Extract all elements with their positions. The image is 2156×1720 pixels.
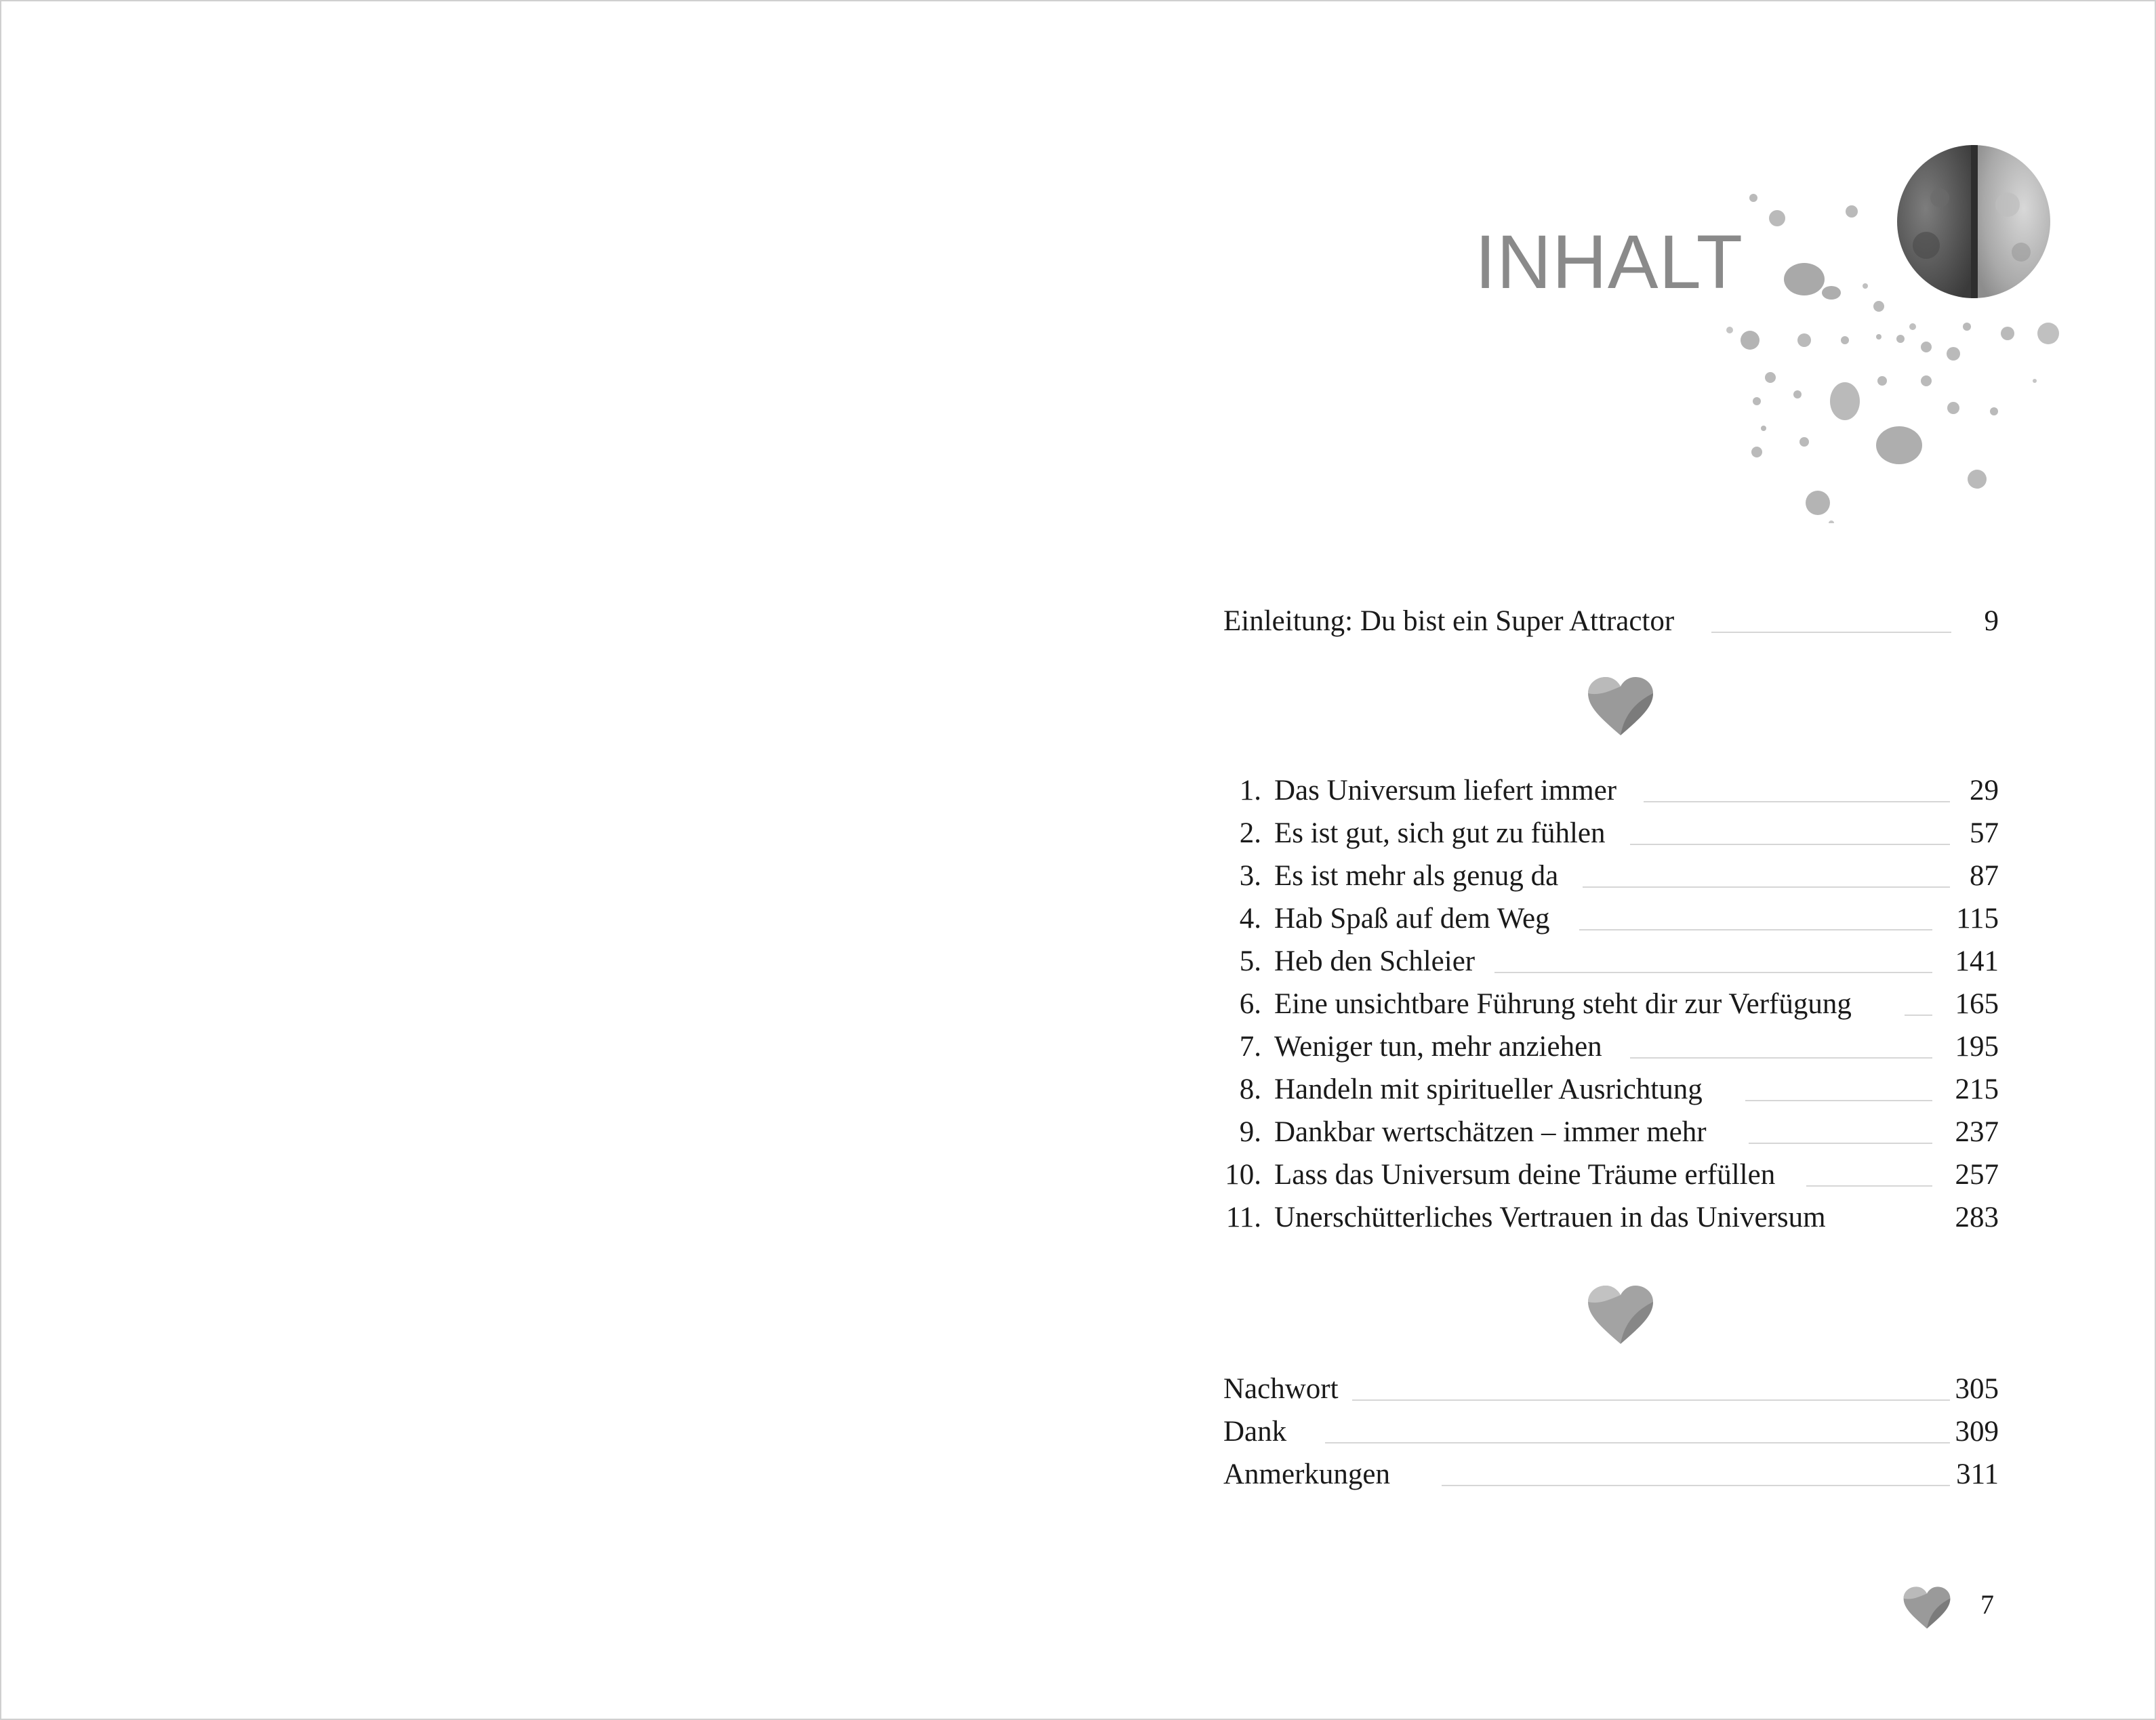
- heart-icon: [1587, 1284, 1654, 1347]
- toc-entry-page: 309: [1955, 1416, 1999, 1448]
- toc-leader: [1494, 972, 1932, 973]
- toc-leader: [1630, 844, 1950, 845]
- chapter-page: 141: [1955, 945, 1999, 977]
- toc-leader: [1583, 886, 1950, 888]
- chapter-number: 8.: [1239, 1073, 1261, 1105]
- chapter-number: 6.: [1239, 988, 1261, 1020]
- chapter-title: Heb den Schleier: [1274, 945, 1476, 977]
- toc-chapter: [1223, 945, 1999, 985]
- toc-chapter: [1223, 1030, 1999, 1071]
- chapter-title: Lass das Universum deine Träume erfüllen: [1274, 1159, 1776, 1191]
- chapter-number: 11.: [1225, 1202, 1261, 1233]
- chapter-number: 4.: [1239, 903, 1261, 935]
- toc-leader: [1711, 632, 1951, 633]
- toc-leader: [1442, 1485, 1950, 1486]
- chapter-title: Eine unsichtbare Führung steht dir zur Verfügung: [1274, 988, 1852, 1020]
- toc-chapter: [1223, 774, 1999, 815]
- toc-leader: [1644, 801, 1950, 802]
- toc-entry-title: Einleitung: Du bist ein Super Attractor: [1223, 605, 1675, 637]
- toc-entry-page: 9: [1984, 605, 1999, 637]
- toc-chapter: [1223, 1158, 1999, 1199]
- chapter-number: 5.: [1239, 945, 1261, 977]
- chapter-page: 215: [1955, 1073, 1999, 1105]
- chapter-title: Unerschütterliches Vertrauen in das Universum: [1274, 1202, 1826, 1233]
- chapter-title: Handeln mit spiritueller Ausrichtung: [1274, 1073, 1703, 1105]
- chapter-number: 10.: [1225, 1159, 1261, 1191]
- toc-chapter: [1223, 1201, 1999, 1242]
- chapter-number: 7.: [1239, 1031, 1261, 1063]
- chapter-title: Weniger tun, mehr anziehen: [1274, 1031, 1602, 1063]
- chapter-number: 3.: [1239, 860, 1261, 892]
- chapter-page: 195: [1955, 1031, 1999, 1063]
- toc-leader: [1325, 1442, 1950, 1443]
- toc-leader: [1905, 1015, 1932, 1016]
- toc-entry-page: 305: [1955, 1373, 1999, 1405]
- toc-entry-title: Dank: [1223, 1416, 1287, 1448]
- chapter-page: 165: [1955, 988, 1999, 1020]
- chapter-title: Das Universum liefert immer: [1274, 775, 1617, 806]
- heart-icon: [1903, 1586, 1951, 1631]
- toc-leader: [1352, 1399, 1950, 1401]
- toc-chapter: [1223, 1073, 1999, 1113]
- chapter-title: Hab Spaß auf dem Weg: [1274, 903, 1550, 935]
- toc-chapter: [1223, 987, 1999, 1028]
- toc-leader: [1749, 1143, 1932, 1144]
- toc-entry-intro: [1223, 605, 1999, 645]
- toc-entry-appendix: [1223, 1415, 1999, 1456]
- toc-leader: [1806, 1185, 1932, 1187]
- toc-entry-title: Anmerkungen: [1223, 1458, 1390, 1490]
- chapter-page: 29: [1970, 775, 1999, 806]
- toc-leader: [1630, 1057, 1932, 1059]
- moon-splatter-illustration: [1723, 144, 2075, 523]
- chapter-number: 1.: [1239, 775, 1261, 806]
- page-number: 7: [1980, 1589, 1994, 1620]
- chapter-title: Es ist gut, sich gut zu fühlen: [1274, 817, 1606, 849]
- chapter-title: Es ist mehr als genug da: [1274, 860, 1559, 892]
- toc-entry-page: 311: [1956, 1458, 1999, 1490]
- toc-entry-title: Nachwort: [1223, 1373, 1339, 1405]
- chapter-title: Dankbar wertschätzen – immer mehr: [1274, 1116, 1707, 1148]
- toc-chapter: [1223, 817, 1999, 857]
- page-title: INHALT: [1475, 220, 1743, 304]
- toc-chapter: [1223, 1115, 1999, 1156]
- toc-chapter: [1223, 902, 1999, 943]
- chapter-page: 257: [1955, 1159, 1999, 1191]
- toc-chapter: [1223, 859, 1999, 900]
- chapter-page: 283: [1955, 1202, 1999, 1233]
- moon-icon: [1892, 144, 2056, 306]
- chapter-page: 87: [1970, 860, 1999, 892]
- heart-icon: [1587, 676, 1654, 738]
- toc-leader: [1745, 1100, 1932, 1101]
- toc-entry-appendix: [1223, 1458, 1999, 1498]
- chapter-number: 2.: [1239, 817, 1261, 849]
- chapter-page: 237: [1955, 1116, 1999, 1148]
- chapter-page: 57: [1970, 817, 1999, 849]
- toc-entry-appendix: [1223, 1372, 1999, 1413]
- chapter-number: 9.: [1239, 1116, 1261, 1148]
- toc-leader: [1579, 929, 1932, 930]
- chapter-page: 115: [1956, 903, 1999, 935]
